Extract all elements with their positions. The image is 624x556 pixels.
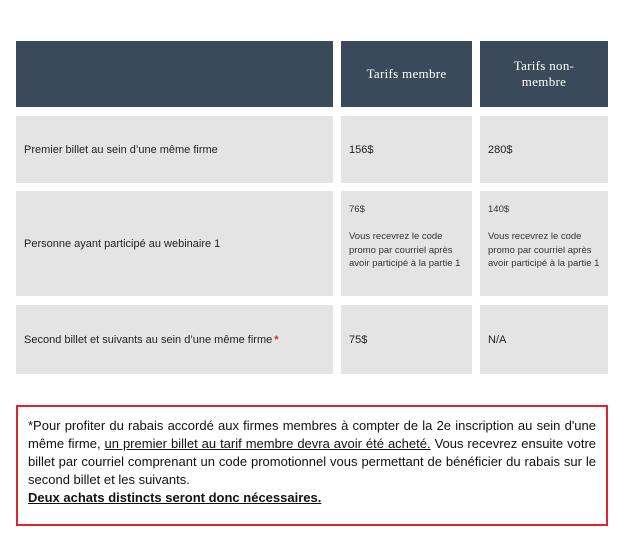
row-label: Personne ayant participé au webinaire 1 xyxy=(16,191,333,296)
notice-conclusion: Deux achats distincts seront donc nécessaires. xyxy=(28,490,322,505)
member-price-value: 76$ xyxy=(349,204,365,215)
header-member-price: Tarifs membre xyxy=(341,41,472,107)
notice-text-continued: Vous recevrez ensuite votre billet par courriel comprenant un code promotionnel vous permettant de bénéficier du rabais sur le second billet et les suivants. xyxy=(28,436,597,487)
header-non-member-label: Tarifs non-membre xyxy=(513,57,575,89)
member-price-note: Vous recevrez le code promo par courriel après avoir participé à la partie 1 xyxy=(349,231,461,269)
row-label-text: Second billet et suivants au sein d’une même firme xyxy=(24,333,273,346)
non-member-price-value: 140$ xyxy=(488,204,510,215)
row-label: Premier billet au sein d’une même firme xyxy=(16,116,333,183)
row-non-member-price: 280$ xyxy=(480,116,608,183)
header-non-member-price xyxy=(480,41,608,107)
notice-underlined-text: un premier billet au tarif membre devra avoir été acheté. xyxy=(104,436,431,451)
row-member-price: 156$ xyxy=(341,116,472,183)
row-non-member-price: N/A xyxy=(480,305,608,374)
row-member-price xyxy=(341,191,472,296)
table-header-empty xyxy=(16,41,333,107)
asterisk-icon: * xyxy=(274,333,279,346)
row-member-price: 75$ xyxy=(341,305,472,374)
notice-box xyxy=(16,405,608,526)
non-member-price-note: Vous recevrez le code promo par courriel après avoir participé à la partie 1 xyxy=(488,231,600,269)
row-non-member-price xyxy=(480,191,608,296)
row-label xyxy=(16,305,333,374)
notice-text: *Pour profiter du rabais accordé aux firmes membres à compter de la 2e inscription au sein d'une même firme, xyxy=(28,418,596,451)
